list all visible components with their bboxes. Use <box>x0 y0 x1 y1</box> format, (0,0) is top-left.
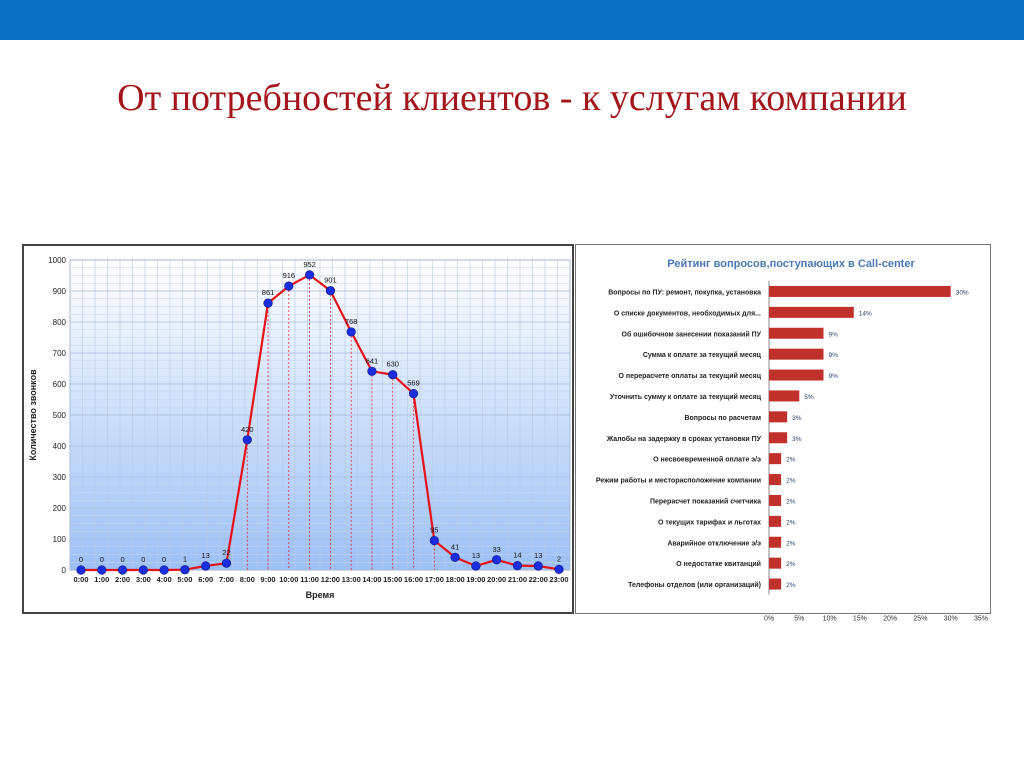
x-tick-label: 22:00 <box>528 575 548 584</box>
data-label: 768 <box>344 316 358 326</box>
x-tick-label: 23:00 <box>549 575 569 584</box>
data-point <box>555 565 564 574</box>
data-label: 41 <box>450 542 460 552</box>
bar-value-label: 9% <box>828 373 838 381</box>
category-label: Уточнить сумму к оплате за текущий месяц <box>609 393 761 401</box>
y-tick-label: 800 <box>52 318 66 327</box>
data-point <box>201 562 210 571</box>
x-tick-label: 15% <box>852 615 867 623</box>
data-point <box>264 299 273 308</box>
data-point <box>347 328 356 337</box>
bar-value-label: 2% <box>786 519 796 527</box>
x-tick-label: 8:00 <box>239 575 255 584</box>
x-tick-label: 0:00 <box>73 575 89 584</box>
data-label: 13 <box>534 550 543 560</box>
category-label: Телефоны отделов (или организаций) <box>628 582 761 590</box>
x-tick-label: 6:00 <box>198 575 214 584</box>
data-label: 0 <box>162 555 167 564</box>
rating-bar-chart-panel <box>575 244 991 623</box>
x-tick-label: 9:00 <box>260 575 276 584</box>
rating-bar-chart <box>576 245 990 623</box>
data-point <box>222 559 231 568</box>
bar <box>769 390 799 401</box>
data-label: 861 <box>261 288 275 298</box>
category-label: Аварийное отключение э/э <box>667 540 761 548</box>
bar-value-label: 3% <box>792 435 802 443</box>
x-tick-label: 16:00 <box>403 575 424 584</box>
bar-value-label: 2% <box>786 582 796 590</box>
bar <box>769 411 787 422</box>
data-point <box>243 436 252 445</box>
calls-line-chart <box>24 246 572 612</box>
category-label: О текущих тарифах и льготах <box>657 519 761 527</box>
data-label: 1 <box>182 554 187 564</box>
y-tick-label: 400 <box>52 442 66 451</box>
x-tick-label: 20:00 <box>487 575 507 584</box>
bar <box>769 432 787 443</box>
x-tick-label: 17:00 <box>424 575 444 584</box>
bar <box>769 558 781 569</box>
x-tick-label: 7:00 <box>218 575 234 584</box>
data-label: 569 <box>407 378 420 388</box>
x-tick-label: 10% <box>822 615 837 623</box>
x-tick-label: 13:00 <box>341 575 361 584</box>
data-label: 901 <box>324 275 337 285</box>
y-tick-label: 900 <box>52 287 66 296</box>
category-label: Сумма к оплате за текущий месяц <box>642 352 761 360</box>
data-label: 0 <box>120 555 125 564</box>
data-label: 952 <box>303 259 316 269</box>
data-point <box>472 562 481 571</box>
data-point <box>77 566 86 575</box>
data-point <box>451 553 460 562</box>
x-axis-ticks <box>73 575 568 584</box>
bar-value-label: 2% <box>786 561 796 569</box>
data-label: 95 <box>430 525 439 535</box>
data-label: 2 <box>556 554 562 564</box>
y-tick-label: 1000 <box>48 256 66 265</box>
data-label: 0 <box>99 555 104 564</box>
data-label: 14 <box>513 550 522 560</box>
bar <box>769 286 951 297</box>
data-point <box>430 536 439 545</box>
category-label: Вопросы по расчетам <box>684 414 761 422</box>
data-point <box>181 565 190 574</box>
y-tick-label: 0 <box>61 566 66 575</box>
data-label: 641 <box>365 356 379 366</box>
x-tick-label: 30% <box>943 615 958 623</box>
y-tick-label: 700 <box>52 349 66 358</box>
category-labels <box>596 289 762 589</box>
category-label: Об ошибочном занесении показаний ПУ <box>621 331 761 339</box>
data-point <box>492 555 501 564</box>
x-tick-label: 3:00 <box>135 575 151 584</box>
bar-value-label: 2% <box>786 477 796 485</box>
data-point <box>160 566 169 575</box>
data-point <box>285 282 294 291</box>
category-label: О недостатке квитанций <box>676 561 761 569</box>
x-tick-label: 0% <box>763 615 775 623</box>
data-label: 916 <box>282 271 296 281</box>
y-tick-label: 200 <box>52 504 66 513</box>
grid <box>70 260 570 570</box>
y-tick-label: 100 <box>52 535 66 544</box>
bar-value-label: 30% <box>955 289 969 297</box>
bar <box>769 370 824 381</box>
y-tick-label: 300 <box>52 473 66 482</box>
x-tick-label: 2:00 <box>115 575 131 584</box>
y-axis-label: Количество звонков <box>28 369 38 461</box>
bar <box>769 516 781 527</box>
data-label: 420 <box>241 424 254 434</box>
category-label: О перерасчете оплаты за текущий месяц <box>618 373 761 381</box>
data-point <box>118 566 127 575</box>
data-point <box>305 271 314 280</box>
data-label: 0 <box>141 555 146 564</box>
data-point <box>326 286 335 295</box>
x-tick-label: 11:00 <box>300 575 319 584</box>
bar <box>769 307 854 318</box>
x-tick-label: 19:00 <box>466 575 486 584</box>
category-label: Жалобы на задержку в сроках установки ПУ <box>606 435 761 443</box>
x-tick-label: 4:00 <box>156 575 172 584</box>
category-label: О списке документов, необходимых для... <box>613 310 761 318</box>
bar-value-label: 14% <box>858 310 872 318</box>
bar <box>769 328 824 339</box>
x-tick-label: 5:00 <box>177 575 193 584</box>
x-tick-label: 35% <box>973 615 989 623</box>
chart-title: Рейтинг вопросов,поступающих в Call-center <box>667 258 915 270</box>
x-tick-label: 21:00 <box>507 575 528 584</box>
data-point <box>97 566 106 575</box>
x-tick-label: 5% <box>794 615 805 623</box>
category-label: Режим работы и месторасположение компании <box>595 477 761 485</box>
x-tick-label: 10:00 <box>279 575 299 584</box>
x-tick-label: 18:00 <box>445 575 465 584</box>
bar <box>769 579 781 590</box>
top-bar <box>0 0 1024 40</box>
bar <box>769 495 781 506</box>
data-label: 22 <box>222 548 231 558</box>
bar-value-label: 2% <box>786 540 796 548</box>
x-tick-label: 14:00 <box>362 575 382 584</box>
bar-value-label: 9% <box>828 331 838 339</box>
category-label: Вопросы по ПУ: ремонт, покупка, установка <box>608 289 761 297</box>
data-label: 13 <box>201 550 210 560</box>
data-point <box>534 562 543 571</box>
bar-value-label: 3% <box>792 414 802 422</box>
x-tick-label: 15:00 <box>383 575 403 584</box>
category-label: Перерасчет показаний счетчика <box>649 498 761 506</box>
data-label: 0 <box>78 555 84 564</box>
bar <box>769 537 781 548</box>
x-tick-label: 1:00 <box>94 575 110 584</box>
category-label: О несвоевременной оплате э/э <box>653 456 761 464</box>
data-point <box>388 370 397 379</box>
bar-value-label: 9% <box>828 352 838 360</box>
x-tick-label: 25% <box>913 615 928 623</box>
data-label: 33 <box>492 544 501 554</box>
data-label: 630 <box>386 359 399 369</box>
data-point <box>368 367 377 376</box>
bar <box>769 474 781 485</box>
y-tick-label: 500 <box>52 411 66 420</box>
x-tick-label: 12:00 <box>320 575 340 584</box>
bar-value-label: 2% <box>786 456 796 464</box>
data-point <box>409 389 418 398</box>
bar <box>769 453 781 464</box>
bar-value-label: 2% <box>786 498 796 506</box>
x-axis-ticks <box>764 616 988 623</box>
bar <box>769 349 824 360</box>
bar-value-label: 5% <box>804 393 814 401</box>
calls-line-chart-panel <box>22 244 574 614</box>
data-label: 13 <box>471 550 481 560</box>
x-axis-label: Время <box>305 590 335 600</box>
slide-title: От потребностей клиентов - к услугам компании <box>117 77 907 119</box>
y-tick-label: 600 <box>52 380 66 389</box>
y-axis-ticks <box>48 256 66 575</box>
data-point <box>513 561 522 570</box>
x-tick-label: 20% <box>883 615 898 623</box>
data-point <box>139 566 148 575</box>
